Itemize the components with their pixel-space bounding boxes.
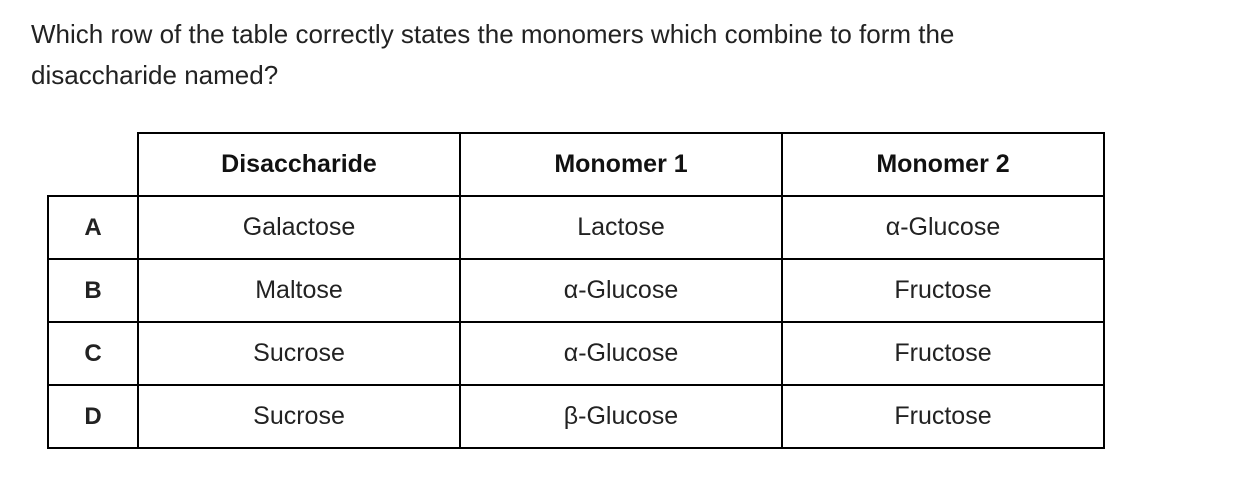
question-line-1: Which row of the table correctly states the monomers which combine to form the: [31, 19, 955, 49]
header-blank-cell: [48, 133, 138, 196]
monomer-2-cell: α-Glucose: [782, 196, 1104, 259]
monomer-2-cell: Fructose: [782, 322, 1104, 385]
question-line-2: disaccharide named?: [31, 60, 279, 90]
monomer-2-cell: Fructose: [782, 259, 1104, 322]
table-row-b: [48, 259, 1104, 322]
disaccharide-cell: Maltose: [138, 259, 460, 322]
monomer-1-cell: Lactose: [460, 196, 782, 259]
table-row-a: [48, 196, 1104, 259]
header-disaccharide: Disaccharide: [138, 133, 460, 196]
table-row-d: [48, 385, 1104, 448]
monomer-1-cell: α-Glucose: [460, 259, 782, 322]
header-monomer-1: Monomer 1: [460, 133, 782, 196]
disaccharide-cell: Sucrose: [138, 385, 460, 448]
table-header-row: [48, 133, 1104, 196]
monomer-1-cell: α-Glucose: [460, 322, 782, 385]
table-row-c: [48, 322, 1104, 385]
row-letter: C: [48, 322, 138, 385]
disaccharide-cell: Galactose: [138, 196, 460, 259]
row-letter: D: [48, 385, 138, 448]
header-monomer-2: Monomer 2: [782, 133, 1104, 196]
monomer-2-cell: Fructose: [782, 385, 1104, 448]
disaccharide-cell: Sucrose: [138, 322, 460, 385]
monomer-1-cell: β-Glucose: [460, 385, 782, 448]
answer-table: [47, 132, 1105, 449]
question-text: [31, 14, 1131, 96]
row-letter: A: [48, 196, 138, 259]
row-letter: B: [48, 259, 138, 322]
